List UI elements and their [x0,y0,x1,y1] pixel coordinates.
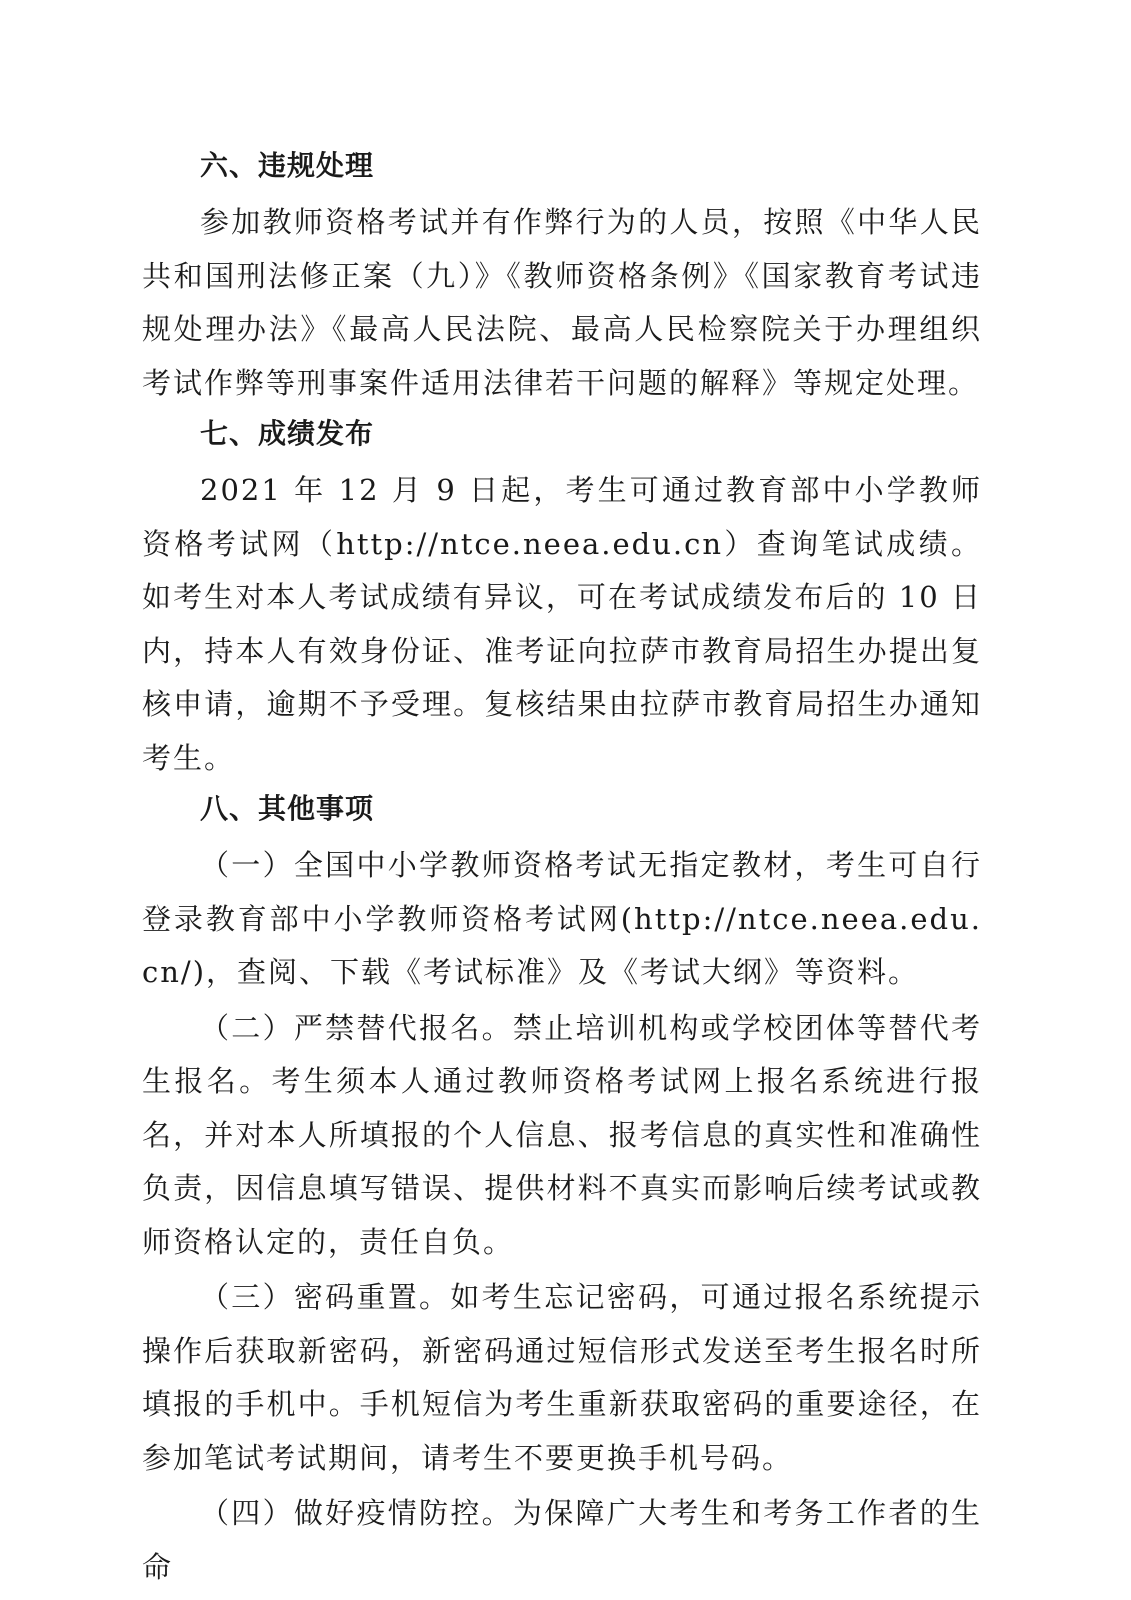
section-heading-violations: 六、违规处理 [200,149,375,182]
section-heading-results: 七、成绩发布 [200,417,375,450]
other-item-4: （四）做好疫情防控。为保障广大考生和考务工作者的生命 [142,1496,982,1584]
other-item-3: （三）密码重置。如考生忘记密码，可通过报名系统提示操作后获取新密码，新密码通过短信形式发送至考生报名时所填报的手机中。手机短信为考生重新获取密码的重要途径，在参加笔试考试期间，请考生不要更换手机号码。 [142,1280,982,1475]
other-item-2: （二）严禁替代报名。禁止培训机构或学校团体等替代考生报名。考生须本人通过教师资格考试网上报名系统进行报名，并对本人所填报的个人信息、报考信息的真实性和准确性负责，因信息填写错误、提供材料不真实而影响后续考试或教师资格认定的，责任自负。 [142,1010,982,1259]
violations-paragraph: 参加教师资格考试并有作弊行为的人员，按照《中华人民共和国刑法修正案（九）》《教师资格条例》《国家教育考试违规处理办法》《最高人民法院、最高人民检察院关于办理组织考试作弊等刑事案件适用法律若干问题的解释》等规定处理。 [142,205,982,400]
results-paragraph: 2021 年 12 月 9 日起，考生可通过教育部中小学教师资格考试网（http://ntce.neea.edu.cn）查询笔试成绩。如考生对本人考试成绩有异议，可在考试成绩发布后的 10 日内，持本人有效身份证、准考证向拉萨市教育局招生办提出复核申请，逾期不予受理。复核结果由拉萨市教育局招生办通知考生。 [142,473,982,775]
other-item-1: （一）全国中小学教师资格考试无指定教材，考生可自行登录教育部中小学教师资格考试网(http://ntce.neea.edu.cn/)，查阅、下载《考试标准》及《考试大纲》等资料。 [142,848,982,989]
section-heading-other-matters: 八、其他事项 [200,792,375,825]
document-body [142,144,982,1596]
